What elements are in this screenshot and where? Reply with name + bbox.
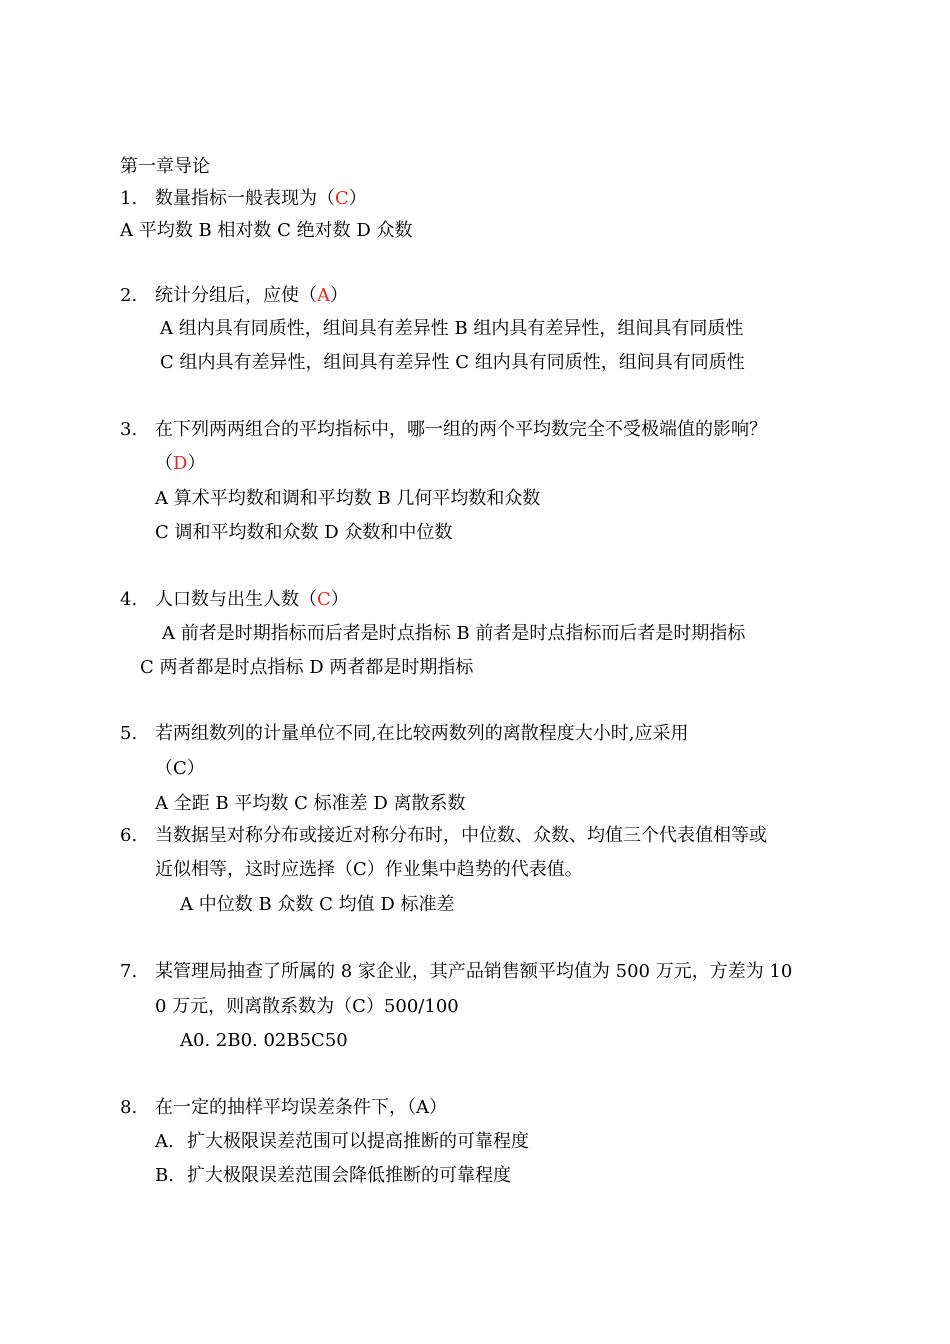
chapter-title: 第一章导论 [120, 156, 210, 177]
question-options: C 两者都是时点指标 D 两者都是时期指标 [140, 657, 474, 678]
question-stem: 人口数与出生人数（C） [155, 589, 349, 610]
question-number: 1. [120, 188, 138, 209]
answer-mark: A [317, 285, 330, 306]
question-stem: 某管理局抽查了所属的 8 家企业，其产品销售额平均值为 500 万元，方差为 10 [155, 961, 793, 982]
question-options: A 前者是时期指标而后者是时点指标 B 前者是时点指标而后者是时期指标 [162, 623, 746, 644]
question-stem: 在一定的抽样平均误差条件下，（A） [155, 1097, 447, 1118]
question-stem: 当数据呈对称分布或接近对称分布时，中位数、众数、均值三个代表值相等或 [155, 825, 767, 846]
question-number: 3. [120, 419, 138, 440]
answer-line: （C） [155, 758, 205, 779]
question-options: 扩大极限误差范围会降低推断的可靠程度 [187, 1165, 511, 1186]
answer-line: （D） [155, 453, 206, 474]
answer-mark: C [317, 589, 331, 610]
question-options: A0. 2B0. 02B5C50 [180, 1030, 348, 1051]
question-stem: 0 万元，则离散系数为（C）500/100 [155, 996, 459, 1017]
question-number: 5. [120, 723, 138, 744]
answer-mark: C [335, 188, 349, 209]
question-stem: 统计分组后，应使（A） [155, 285, 348, 306]
option-label: B. [155, 1165, 174, 1186]
question-stem: 在下列两两组合的平均指标中，哪一组的两个平均数完全不受极端值的影响？ [155, 419, 767, 440]
question-options: C 组内具有差异性，组间具有差异性 C 组内具有同质性，组间具有同质性 [160, 352, 745, 373]
question-options: A 全距 B 平均数 C 标准差 D 离散系数 [155, 793, 466, 814]
question-stem: 若两组数列的计量单位不同,在比较两数列的离散程度大小时,应采用 [155, 723, 689, 744]
option-label: A. [155, 1131, 174, 1152]
question-stem: 近似相等，这时应选择（C）作业集中趋势的代表值。 [155, 859, 583, 880]
question-options: A 算术平均数和调和平均数 B 几何平均数和众数 [155, 488, 541, 509]
question-number: 2. [120, 285, 138, 306]
answer-mark: D [173, 453, 188, 474]
question-options: A 平均数 B 相对数 C 绝对数 D 众数 [120, 220, 413, 241]
question-number: 8. [120, 1097, 138, 1118]
question-options: A 组内具有同质性，组间具有差异性 B 组内具有差异性，组间具有同质性 [160, 318, 744, 339]
question-stem: 数量指标一般表现为（C） [155, 188, 367, 209]
question-options: A 中位数 B 众数 C 均值 D 标准差 [180, 894, 455, 915]
question-number: 4. [120, 589, 138, 610]
question-options: 扩大极限误差范围可以提高推断的可靠程度 [187, 1131, 529, 1152]
question-number: 6. [120, 825, 138, 846]
question-number: 7. [120, 961, 138, 982]
question-options: C 调和平均数和众数 D 众数和中位数 [155, 522, 453, 543]
